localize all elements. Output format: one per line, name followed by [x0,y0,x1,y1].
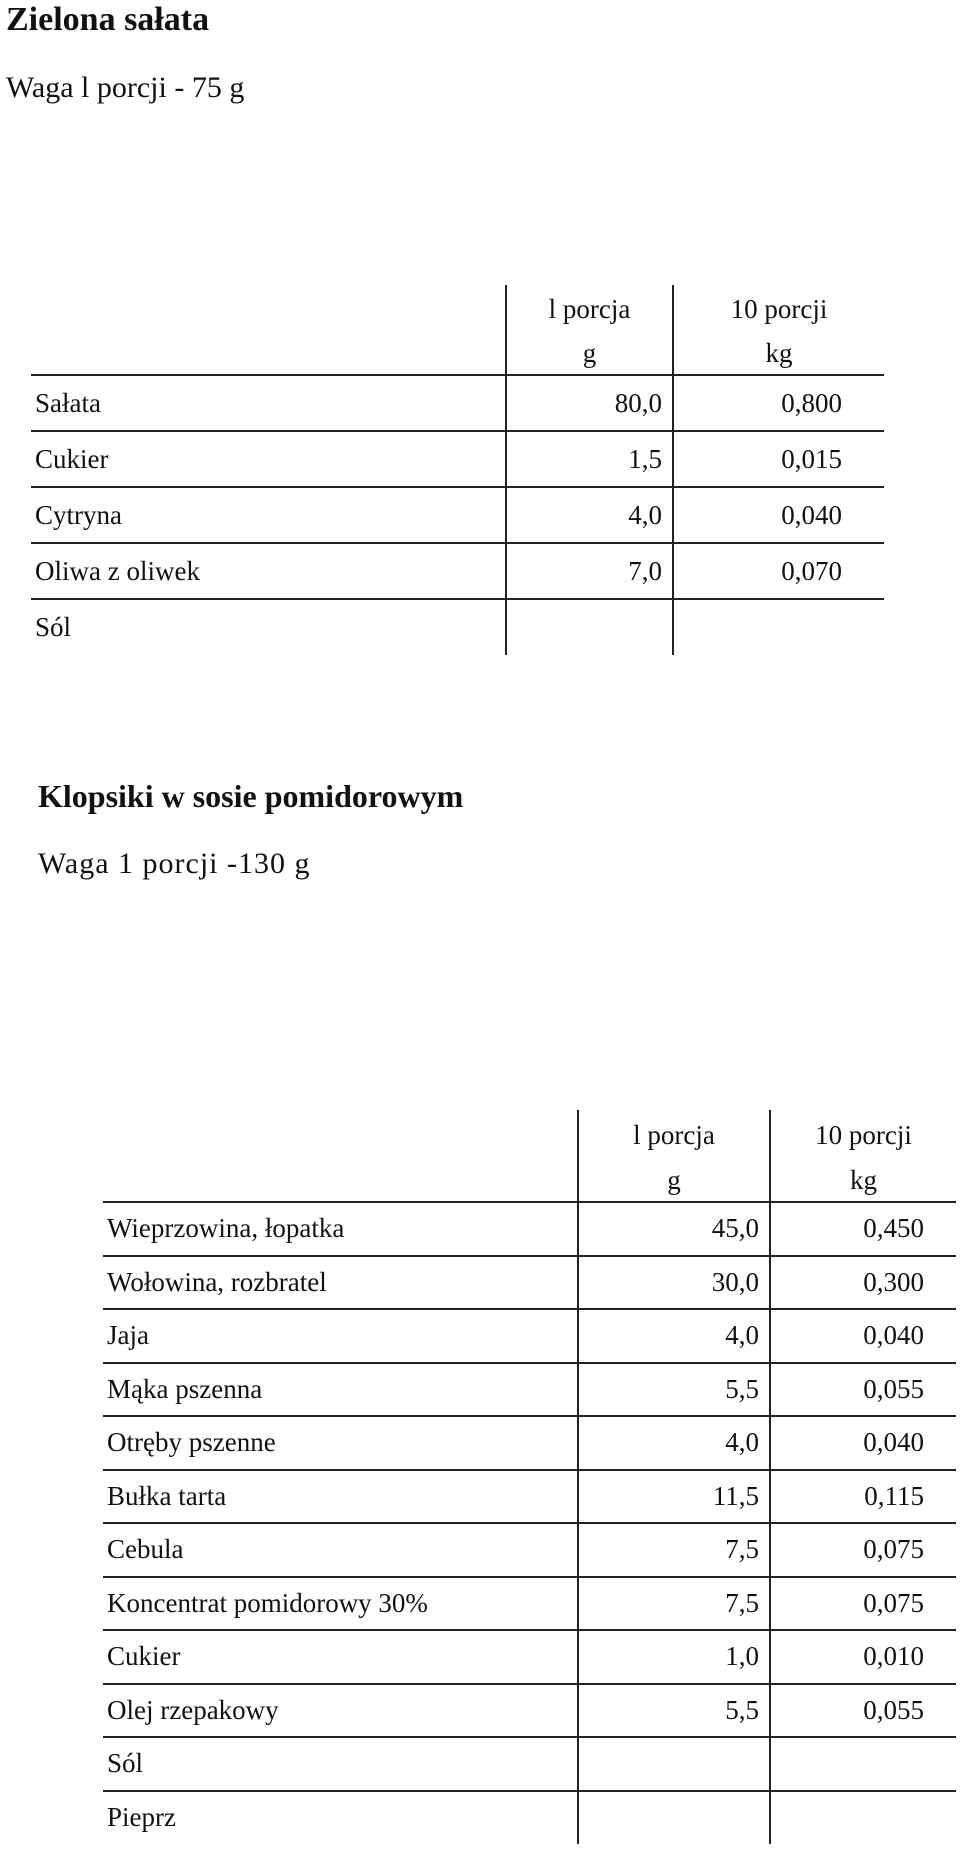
amount-ten-portions [770,1791,956,1845]
table-unit-row [103,1160,956,1202]
table-row [31,543,884,599]
unit-kilograms: kg [673,333,884,375]
unit-empty-cell [31,333,506,375]
table-row [31,375,884,431]
table-header-row [31,285,884,333]
table-row [103,1684,956,1738]
amount-one-portion: 80,0 [506,375,673,431]
header-one-portion: l porcja [506,285,673,333]
amount-ten-portions: 0,010 [770,1630,956,1684]
amount-one-portion: 7,0 [506,543,673,599]
ingredient-name: Oliwa z oliwek [31,543,506,599]
amount-ten-portions: 0,075 [770,1523,956,1577]
header-empty-cell [103,1110,578,1160]
portion-weight: Waga l porcji - 75 g [6,71,245,104]
table-row [103,1309,956,1363]
table-row [103,1416,956,1470]
amount-ten-portions: 0,040 [770,1309,956,1363]
amount-ten-portions: 0,055 [770,1684,956,1738]
table-row [103,1791,956,1845]
unit-grams: g [578,1160,770,1202]
amount-one-portion: 5,5 [578,1684,770,1738]
amount-ten-portions: 0,300 [770,1256,956,1310]
table-header-row [103,1110,956,1160]
ingredient-name: Sól [31,599,506,655]
table-row [103,1577,956,1631]
table-row [103,1202,956,1256]
table-row [103,1630,956,1684]
ingredient-name: Wołowina, rozbratel [103,1256,578,1310]
amount-ten-portions: 0,015 [673,431,884,487]
recipe-title: Zielona sałata [6,1,210,38]
table-row [103,1470,956,1524]
ingredient-name: Cukier [31,431,506,487]
amount-one-portion: 1,0 [578,1630,770,1684]
amount-one-portion: 7,5 [578,1577,770,1631]
amount-ten-portions: 0,055 [770,1363,956,1417]
table-row [103,1256,956,1310]
table-unit-row [31,333,884,375]
ingredient-name: Koncentrat pomidorowy 30% [103,1577,578,1631]
amount-ten-portions: 0,070 [673,543,884,599]
amount-one-portion: 45,0 [578,1202,770,1256]
amount-one-portion: 7,5 [578,1523,770,1577]
ingredient-name: Cebula [103,1523,578,1577]
amount-one-portion: 11,5 [578,1470,770,1524]
table-row [31,599,884,655]
unit-kilograms: kg [770,1160,956,1202]
table-row [31,487,884,543]
amount-ten-portions: 0,800 [673,375,884,431]
unit-grams: g [506,333,673,375]
amount-one-portion: 30,0 [578,1256,770,1310]
amount-one-portion [578,1737,770,1791]
ingredients-table [31,285,884,655]
ingredient-name: Jaja [103,1309,578,1363]
ingredient-name: Pieprz [103,1791,578,1845]
amount-one-portion: 4,0 [578,1309,770,1363]
amount-one-portion [506,599,673,655]
header-empty-cell [31,285,506,333]
table-row [103,1363,956,1417]
amount-ten-portions [770,1737,956,1791]
amount-ten-portions: 0,450 [770,1202,956,1256]
ingredient-name: Mąka pszenna [103,1363,578,1417]
ingredient-name: Sałata [31,375,506,431]
header-ten-portions: 10 porcji [770,1110,956,1160]
amount-one-portion [578,1791,770,1845]
table-row [31,431,884,487]
amount-ten-portions [673,599,884,655]
ingredient-name: Cytryna [31,487,506,543]
amount-ten-portions: 0,040 [770,1416,956,1470]
ingredient-name: Otręby pszenne [103,1416,578,1470]
ingredient-name: Olej rzepakowy [103,1684,578,1738]
amount-ten-portions: 0,075 [770,1577,956,1631]
amount-ten-portions: 0,115 [770,1470,956,1524]
table-row [103,1737,956,1791]
recipe-title: Klopsiki w sosie pomidorowym [38,778,464,814]
ingredient-name: Cukier [103,1630,578,1684]
ingredients-table [103,1110,956,1844]
table-row [103,1523,956,1577]
amount-one-portion: 1,5 [506,431,673,487]
amount-one-portion: 4,0 [578,1416,770,1470]
unit-empty-cell [103,1160,578,1202]
ingredient-name: Sól [103,1737,578,1791]
header-ten-portions: 10 porcji [673,285,884,333]
ingredient-name: Wieprzowina, łopatka [103,1202,578,1256]
ingredient-name: Bułka tarta [103,1470,578,1524]
amount-one-portion: 5,5 [578,1363,770,1417]
amount-one-portion: 4,0 [506,487,673,543]
amount-ten-portions: 0,040 [673,487,884,543]
portion-weight: Waga 1 porcji -130 g [38,847,311,880]
header-one-portion: l porcja [578,1110,770,1160]
